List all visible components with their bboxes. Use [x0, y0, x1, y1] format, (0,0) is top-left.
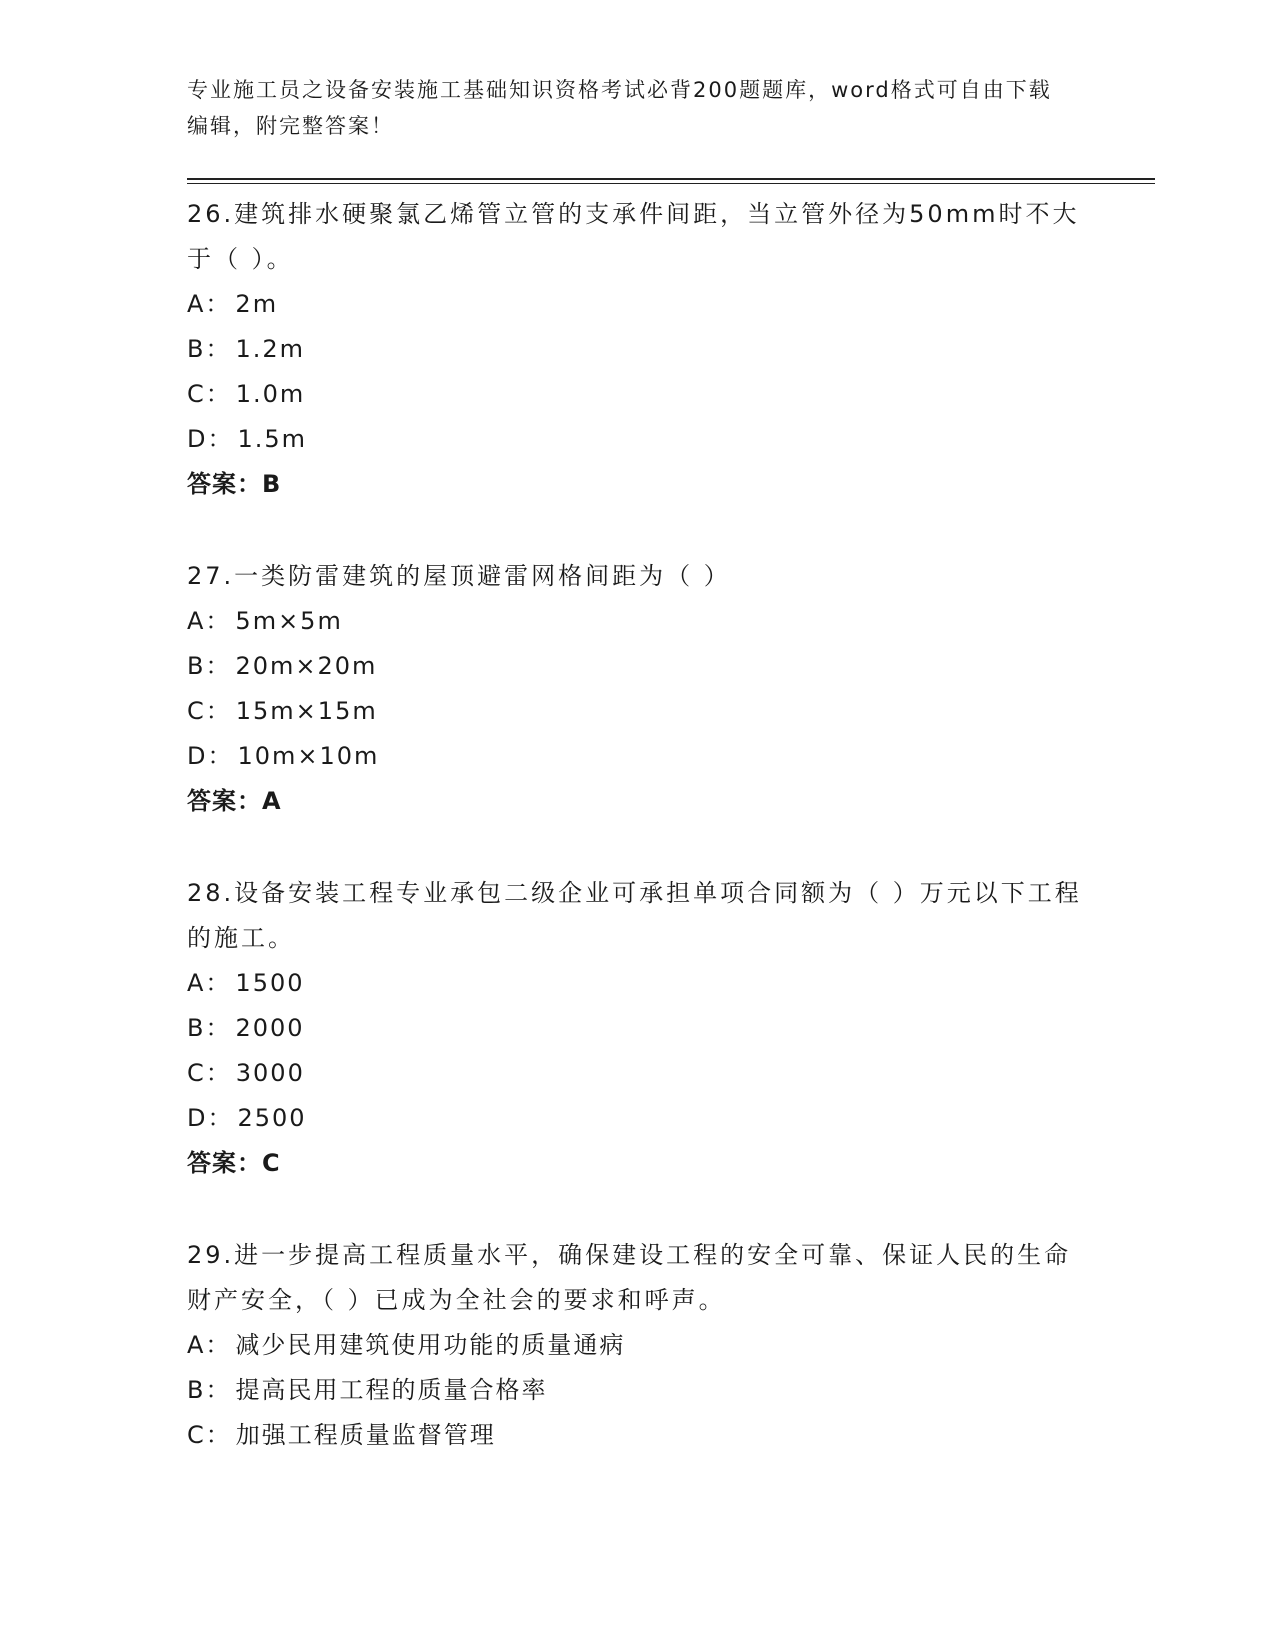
option-a — [187, 961, 1087, 1006]
option-text: 减少民用建筑使用功能的质量通病 — [235, 1331, 626, 1359]
option-b — [187, 644, 1087, 689]
answer-label: 答案： — [187, 787, 262, 815]
answer-line — [187, 779, 1087, 824]
option-d — [187, 734, 1087, 779]
option-text: 2500 — [237, 1104, 307, 1132]
option-c — [187, 372, 1087, 417]
option-key: A： — [187, 1331, 232, 1359]
answer-line — [187, 462, 1087, 507]
option-key: B： — [187, 652, 232, 680]
answer-value: B — [262, 470, 282, 498]
answer-value: C — [262, 1149, 281, 1177]
option-key: C： — [187, 1421, 232, 1449]
option-text: 提高民用工程的质量合格率 — [235, 1376, 548, 1404]
question-list — [187, 192, 1087, 1505]
question-28 — [187, 871, 1087, 1186]
option-text: 3000 — [235, 1059, 305, 1087]
answer-label: 答案： — [187, 470, 262, 498]
header-rule-bottom — [187, 183, 1155, 184]
question-stem: 27.一类防雷建筑的屋顶避雷网格间距为（ ） — [187, 562, 731, 590]
question-27 — [187, 554, 1087, 824]
answer-value: A — [262, 787, 282, 815]
answer-line — [187, 1141, 1087, 1186]
option-c — [187, 689, 1087, 734]
option-text: 10m×10m — [237, 742, 380, 770]
option-key: A： — [187, 607, 232, 635]
option-text: 1.5m — [237, 425, 308, 453]
option-key: D： — [187, 1104, 234, 1132]
option-b — [187, 1006, 1087, 1051]
option-key: A： — [187, 290, 232, 318]
question-26 — [187, 192, 1087, 507]
option-text: 1500 — [235, 969, 305, 997]
option-key: B： — [187, 1376, 232, 1404]
option-text: 5m×5m — [235, 607, 343, 635]
option-c — [187, 1413, 1087, 1458]
answer-label: 答案： — [187, 1149, 262, 1177]
option-text: 2000 — [235, 1014, 305, 1042]
question-stem: 26.建筑排水硬聚氯乙烯管立管的支承件间距，当立管外径为50mm时不大于（ ）。 — [187, 200, 1080, 273]
option-key: C： — [187, 380, 232, 408]
option-text: 1.2m — [235, 335, 306, 363]
option-a — [187, 282, 1087, 327]
question-29 — [187, 1233, 1087, 1458]
option-b — [187, 327, 1087, 372]
option-key: C： — [187, 1059, 232, 1087]
question-stem: 29.进一步提高工程质量水平，确保建设工程的安全可靠、保证人民的生命财产安全，（ ）已成为全社会的要求和呼声。 — [187, 1241, 1072, 1314]
option-a — [187, 1323, 1087, 1368]
option-text: 15m×15m — [235, 697, 378, 725]
document-header: 专业施工员之设备安装施工基础知识资格考试必背200题题库，word格式可自由下载编辑，附完整答案！ — [187, 78, 1052, 138]
option-a — [187, 599, 1087, 644]
option-key: B： — [187, 1014, 232, 1042]
header-rule-top — [187, 178, 1155, 180]
question-stem: 28.设备安装工程专业承包二级企业可承担单项合同额为（ ）万元以下工程的施工。 — [187, 879, 1082, 952]
option-key: B： — [187, 335, 232, 363]
option-d — [187, 417, 1087, 462]
option-d — [187, 1096, 1087, 1141]
option-b — [187, 1368, 1087, 1413]
option-key: D： — [187, 425, 234, 453]
option-text: 加强工程质量监督管理 — [235, 1421, 496, 1449]
option-key: D： — [187, 742, 234, 770]
option-key: A： — [187, 969, 232, 997]
option-text: 20m×20m — [235, 652, 378, 680]
option-key: C： — [187, 697, 232, 725]
option-c — [187, 1051, 1087, 1096]
option-text: 1.0m — [235, 380, 306, 408]
option-text: 2m — [235, 290, 279, 318]
